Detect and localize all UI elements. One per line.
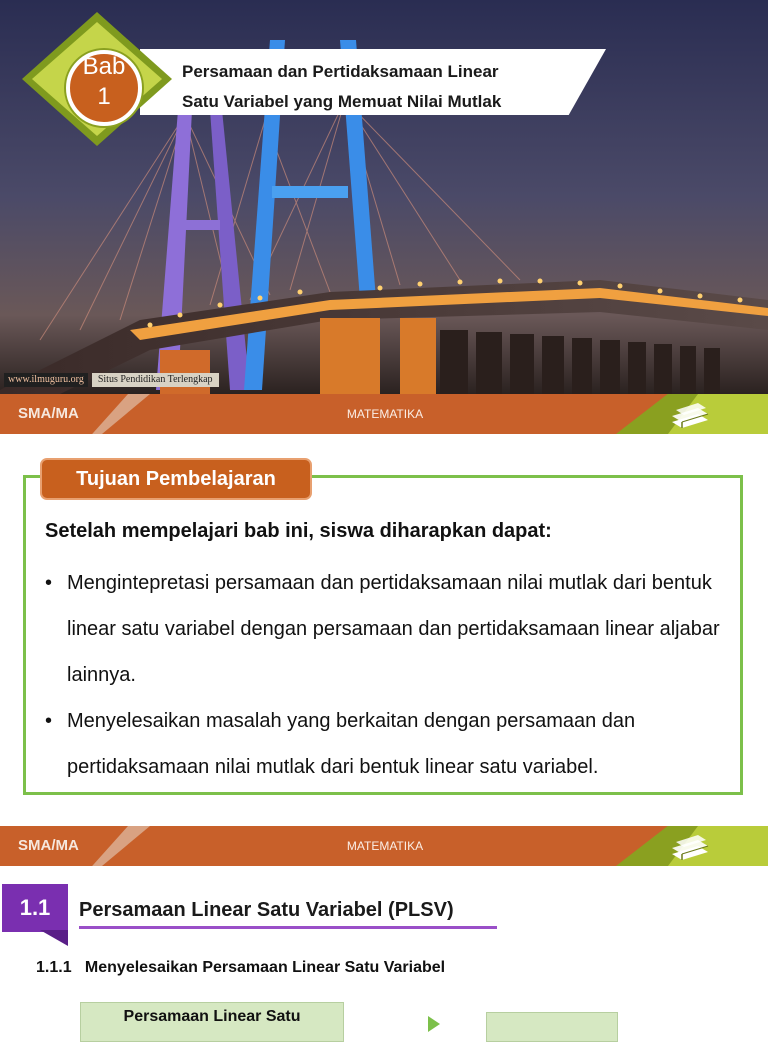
- watermark: [4, 373, 219, 387]
- objectives-intro: Setelah mempelajari bab ini, siswa diharapkan dapat:: [45, 520, 552, 542]
- chapter-number: 1: [97, 83, 111, 110]
- concept-box-right: [486, 1012, 618, 1042]
- footer-level: SMA/MA: [18, 837, 79, 854]
- section-title: Persamaan Linear Satu Variabel (PLSV): [79, 899, 454, 921]
- section-badge-tail: [40, 930, 68, 946]
- footer-bar-1: [0, 394, 768, 434]
- footer-subject: MATEMATIKA: [346, 407, 424, 421]
- objectives-tab: Tujuan Pembelajaran: [40, 458, 312, 500]
- chapter-title-line1: Persamaan dan Pertidaksamaan Linear: [182, 62, 499, 81]
- subsection-title: 1.1.1 Menyelesaikan Persamaan Linear Satu Variabel: [36, 959, 446, 976]
- chapter-title: [182, 57, 602, 117]
- arrow-right-icon: [428, 1016, 440, 1032]
- objective-item: • Menyelesaikan masalah yang berkaitan dengan persamaan dan pertidaksamaan nilai mutlak dari bentuk linear satu variabel.: [45, 698, 735, 790]
- books-icon: [668, 832, 712, 862]
- section-number-badge: 1.1: [2, 884, 68, 932]
- chapter-word: Bab: [82, 53, 126, 80]
- chapter-title-line2: Satu Variabel yang Memuat Nilai Mutlak: [182, 92, 502, 111]
- footer-subject: MATEMATIKA: [346, 839, 424, 853]
- hero-banner: [0, 0, 768, 394]
- footer-bar-2: [0, 826, 768, 866]
- section-underline: [79, 926, 497, 929]
- objective-item: • Mengintepretasi persamaan dan pertidaksamaan nilai mutlak dari bentuk linear satu variabel dengan persamaan dan pertidaksamaan linear aljabar lainnya.: [45, 560, 735, 698]
- watermark-tagline: Situs Pendidikan Terlengkap: [92, 373, 219, 387]
- chapter-badge-text: [66, 52, 142, 112]
- footer-level: SMA/MA: [18, 405, 79, 422]
- books-icon: [668, 400, 712, 430]
- watermark-site: www.ilmuguru.org: [4, 373, 88, 387]
- objectives-list: [45, 560, 735, 790]
- plsv-concept-box: Persamaan Linear Satu: [80, 1002, 344, 1042]
